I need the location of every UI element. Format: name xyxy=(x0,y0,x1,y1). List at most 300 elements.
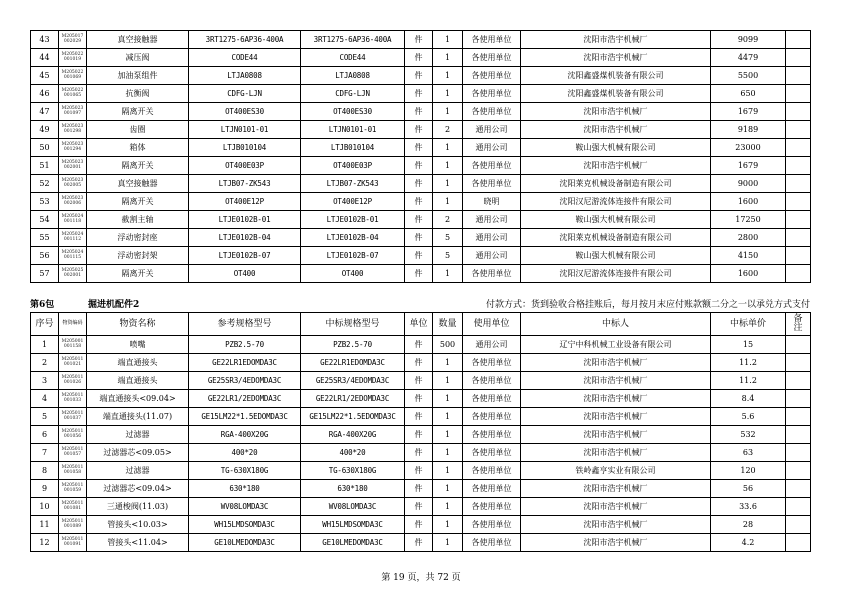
cell-name: 齿圈 xyxy=(87,121,189,139)
cell-ref-model: 3RT1275-6AP36-400A xyxy=(189,31,301,49)
cell-price: 1600 xyxy=(711,193,786,211)
header-bid-model: 中标规格型号 xyxy=(301,313,405,336)
cell-name: 隔离开关 xyxy=(87,103,189,121)
cell-unit: 件 xyxy=(405,462,433,480)
cell-name: 三通梭阀(11.03) xyxy=(87,498,189,516)
cell-ref-model: LTJA0808 xyxy=(189,67,301,85)
item-code-part: 001021 xyxy=(63,361,82,367)
cell-price: 28 xyxy=(711,516,786,534)
header-note-line1: 备 xyxy=(793,314,803,324)
table-row xyxy=(31,534,811,552)
cell-price: 11.2 xyxy=(711,372,786,390)
cell-name: 端直通接头 xyxy=(87,354,189,372)
cell-user: 各使用单位 xyxy=(463,67,521,85)
cell-price: 11.2 xyxy=(711,354,786,372)
cell-code xyxy=(59,354,87,372)
cell-code xyxy=(59,193,87,211)
cell-bid-model: GE15LM22*1.5EDOMDA3C xyxy=(301,408,405,426)
cell-user: 各使用单位 xyxy=(463,265,521,283)
cell-no: 54 xyxy=(31,211,59,229)
cell-note xyxy=(786,211,811,229)
item-code-part: 002001 xyxy=(63,272,82,278)
cell-note xyxy=(786,247,811,265)
cell-no: 9 xyxy=(31,480,59,498)
cell-bid-model: 630*180 xyxy=(301,480,405,498)
cell-bid-model: LTJB010104 xyxy=(301,139,405,157)
header-qty: 数量 xyxy=(433,313,463,336)
cell-winner: 沈阳鑫盛煤机装备有限公司 xyxy=(521,67,711,85)
item-code-part: M205022 xyxy=(61,51,84,57)
cell-ref-model: GE15LM22*1.5EDOMDA3C xyxy=(189,408,301,426)
cell-note xyxy=(786,175,811,193)
cell-code xyxy=(59,67,87,85)
cell-user: 通用公司 xyxy=(463,229,521,247)
cell-unit: 件 xyxy=(405,157,433,175)
cell-winner: 沈阳鑫盛煤机装备有限公司 xyxy=(521,85,711,103)
item-code-part: 002029 xyxy=(63,38,82,44)
table-row xyxy=(31,462,811,480)
cell-unit: 件 xyxy=(405,444,433,462)
cell-name: 端直通接头 xyxy=(87,372,189,390)
cell-code xyxy=(59,157,87,175)
item-code-part: 001033 xyxy=(63,397,82,403)
cell-winner: 鞍山强大机械有限公司 xyxy=(521,139,711,157)
cell-qty: 1 xyxy=(433,265,463,283)
cell-qty: 1 xyxy=(433,462,463,480)
table-row xyxy=(31,157,811,175)
cell-user: 各使用单位 xyxy=(463,103,521,121)
cell-code xyxy=(59,175,87,193)
cell-note xyxy=(786,121,811,139)
cell-qty: 2 xyxy=(433,211,463,229)
cell-note xyxy=(786,462,811,480)
cell-note xyxy=(786,336,811,354)
item-code-part: 001158 xyxy=(63,343,82,349)
cell-user: 各使用单位 xyxy=(463,31,521,49)
table-row xyxy=(31,139,811,157)
cell-note xyxy=(786,157,811,175)
cell-qty: 1 xyxy=(433,67,463,85)
cell-no: 2 xyxy=(31,354,59,372)
cell-code xyxy=(59,534,87,552)
item-code-part: M205023 xyxy=(61,105,84,111)
cell-bid-model: LTJB07-ZK543 xyxy=(301,175,405,193)
cell-bid-model: OT400 xyxy=(301,265,405,283)
cell-name: 端直通接头<09.04> xyxy=(87,390,189,408)
item-code-part: 001058 xyxy=(63,469,82,475)
item-code-part: M205023 xyxy=(61,159,84,165)
cell-no: 55 xyxy=(31,229,59,247)
cell-user: 各使用单位 xyxy=(463,480,521,498)
cell-qty: 1 xyxy=(433,426,463,444)
cell-bid-model: GE25SR3/4EDOMDA3C xyxy=(301,372,405,390)
cell-unit: 件 xyxy=(405,193,433,211)
cell-note xyxy=(786,193,811,211)
item-code-part: 002006 xyxy=(63,200,82,206)
table-row xyxy=(31,85,811,103)
cell-user: 各使用单位 xyxy=(463,534,521,552)
cell-note xyxy=(786,139,811,157)
cell-qty: 1 xyxy=(433,49,463,67)
cell-bid-model: LTJA0808 xyxy=(301,67,405,85)
cell-unit: 件 xyxy=(405,516,433,534)
cell-unit: 件 xyxy=(405,175,433,193)
item-code-part: 001091 xyxy=(63,541,82,547)
item-code-part: 001294 xyxy=(63,146,82,152)
cell-price: 5500 xyxy=(711,67,786,85)
item-code-part: 001298 xyxy=(63,128,82,134)
cell-name: 过滤器芯<09.04> xyxy=(87,480,189,498)
cell-note xyxy=(786,265,811,283)
cell-ref-model: 400*20 xyxy=(189,444,301,462)
cell-unit: 件 xyxy=(405,480,433,498)
cell-price: 23000 xyxy=(711,139,786,157)
cell-ref-model: GE22LR1EDOMDA3C xyxy=(189,354,301,372)
cell-winner: 沈阳市浩宇机械厂 xyxy=(521,372,711,390)
cell-user: 各使用单位 xyxy=(463,354,521,372)
cell-price: 2800 xyxy=(711,229,786,247)
cell-note xyxy=(786,498,811,516)
cell-name: 加油泵组件 xyxy=(87,67,189,85)
cell-name: 管接头<11.04> xyxy=(87,534,189,552)
cell-no: 12 xyxy=(31,534,59,552)
cell-code xyxy=(59,229,87,247)
item-code-part: 001069 xyxy=(63,74,82,80)
cell-user: 通用公司 xyxy=(463,247,521,265)
item-code-part: 001115 xyxy=(63,254,82,260)
table-header-row xyxy=(31,313,811,336)
header-name: 物资名称 xyxy=(87,313,189,336)
cell-name: 端直通接头(11.07) xyxy=(87,408,189,426)
cell-code xyxy=(59,462,87,480)
table-row xyxy=(31,247,811,265)
cell-qty: 1 xyxy=(433,480,463,498)
cell-user: 通用公司 xyxy=(463,121,521,139)
cell-bid-model: GE22LR1EDOMDA3C xyxy=(301,354,405,372)
cell-user: 各使用单位 xyxy=(463,516,521,534)
cell-unit: 件 xyxy=(405,390,433,408)
item-code-part: M205024 xyxy=(61,213,84,219)
cell-note xyxy=(786,103,811,121)
cell-user: 通用公司 xyxy=(463,139,521,157)
cell-no: 5 xyxy=(31,408,59,426)
cell-user: 晓明 xyxy=(463,193,521,211)
header-code: 物资编码 xyxy=(59,313,87,336)
cell-name: 隔离开关 xyxy=(87,265,189,283)
cell-code xyxy=(59,247,87,265)
item-code-part: M205023 xyxy=(61,123,84,129)
cell-name: 过滤器 xyxy=(87,462,189,480)
table-row xyxy=(31,426,811,444)
item-code-part: M205017 xyxy=(61,33,84,39)
cell-qty: 1 xyxy=(433,516,463,534)
cell-note xyxy=(786,31,811,49)
cell-winner: 沈阳市浩宇机械厂 xyxy=(521,354,711,372)
cell-bid-model: 3RT1275-6AP36-400A xyxy=(301,31,405,49)
cell-price: 8.4 xyxy=(711,390,786,408)
cell-price: 1679 xyxy=(711,157,786,175)
cell-ref-model: TG-630X180G xyxy=(189,462,301,480)
item-code-part: 001059 xyxy=(63,487,82,493)
cell-note xyxy=(786,229,811,247)
item-code-part: M205011 xyxy=(61,464,84,470)
cell-price: 33.6 xyxy=(711,498,786,516)
table-row xyxy=(31,103,811,121)
table-row xyxy=(31,265,811,283)
cell-user: 各使用单位 xyxy=(463,49,521,67)
table-row xyxy=(31,390,811,408)
cell-bid-model: 400*20 xyxy=(301,444,405,462)
cell-no: 49 xyxy=(31,121,59,139)
cell-price: 56 xyxy=(711,480,786,498)
cell-user: 各使用单位 xyxy=(463,462,521,480)
cell-ref-model: GE10LMEDOMDA3C xyxy=(189,534,301,552)
header-no: 序号 xyxy=(31,313,59,336)
cell-qty: 1 xyxy=(433,139,463,157)
item-code-part: M205011 xyxy=(61,374,84,380)
cell-ref-model: OT400E03P xyxy=(189,157,301,175)
item-code-part: 002005 xyxy=(63,182,82,188)
cell-winner: 沈阳市浩宇机械厂 xyxy=(521,390,711,408)
cell-qty: 1 xyxy=(433,354,463,372)
cell-winner: 辽宁中科机械工业设备有限公司 xyxy=(521,336,711,354)
cell-price: 1600 xyxy=(711,265,786,283)
cell-winner: 沈阳市浩宇机械厂 xyxy=(521,534,711,552)
items-table-continued xyxy=(30,30,811,283)
cell-ref-model: CODE44 xyxy=(189,49,301,67)
cell-winner: 沈阳莱克机械设备制造有限公司 xyxy=(521,175,711,193)
cell-ref-model: GE22LR1/2EDOMDA3C xyxy=(189,390,301,408)
cell-winner: 鞍山强大机械有限公司 xyxy=(521,211,711,229)
cell-code xyxy=(59,516,87,534)
cell-code xyxy=(59,139,87,157)
cell-code xyxy=(59,444,87,462)
cell-ref-model: RGA-400X20G xyxy=(189,426,301,444)
cell-price: 5.6 xyxy=(711,408,786,426)
table-row xyxy=(31,480,811,498)
cell-ref-model: LTJN0101-01 xyxy=(189,121,301,139)
cell-no: 52 xyxy=(31,175,59,193)
cell-user: 各使用单位 xyxy=(463,498,521,516)
item-code-part: 001118 xyxy=(63,218,82,224)
cell-winner: 沈阳市浩宇机械厂 xyxy=(521,121,711,139)
header-unit: 单位 xyxy=(405,313,433,336)
cell-user: 各使用单位 xyxy=(463,390,521,408)
table-row xyxy=(31,211,811,229)
item-code-part: 001081 xyxy=(63,505,82,511)
cell-code xyxy=(59,336,87,354)
item-code-part: M205023 xyxy=(61,177,84,183)
header-winner: 中标人 xyxy=(521,313,711,336)
cell-unit: 件 xyxy=(405,498,433,516)
cell-user: 各使用单位 xyxy=(463,426,521,444)
cell-qty: 1 xyxy=(433,103,463,121)
cell-code xyxy=(59,211,87,229)
item-code-part: M205024 xyxy=(61,249,84,255)
cell-user: 各使用单位 xyxy=(463,444,521,462)
cell-note xyxy=(786,67,811,85)
item-code-part: 001056 xyxy=(63,433,82,439)
cell-name: 隔离开关 xyxy=(87,157,189,175)
cell-user: 各使用单位 xyxy=(463,408,521,426)
cell-winner: 沈阳市浩宇机械厂 xyxy=(521,498,711,516)
cell-code xyxy=(59,121,87,139)
cell-bid-model: WV08LOMDA3C xyxy=(301,498,405,516)
cell-winner: 沈阳市浩宇机械厂 xyxy=(521,157,711,175)
cell-no: 50 xyxy=(31,139,59,157)
item-code-part: M205011 xyxy=(61,500,84,506)
cell-ref-model: WH15LMDSOMDA3C xyxy=(189,516,301,534)
cell-winner: 铁岭鑫亨实业有限公司 xyxy=(521,462,711,480)
cell-unit: 件 xyxy=(405,336,433,354)
cell-ref-model: OT400ES30 xyxy=(189,103,301,121)
cell-no: 6 xyxy=(31,426,59,444)
table-row xyxy=(31,49,811,67)
cell-code xyxy=(59,49,87,67)
cell-bid-model: WH15LMDSOMDA3C xyxy=(301,516,405,534)
cell-qty: 1 xyxy=(433,534,463,552)
cell-code xyxy=(59,103,87,121)
cell-code xyxy=(59,372,87,390)
cell-unit: 件 xyxy=(405,229,433,247)
cell-price: 63 xyxy=(711,444,786,462)
header-price: 中标单价 xyxy=(711,313,786,336)
cell-unit: 件 xyxy=(405,85,433,103)
table-row xyxy=(31,408,811,426)
cell-price: 532 xyxy=(711,426,786,444)
item-code-part: M205011 xyxy=(61,392,84,398)
cell-price: 9000 xyxy=(711,175,786,193)
cell-bid-model: LTJN0101-01 xyxy=(301,121,405,139)
cell-winner: 沈阳莱克机械设备制造有限公司 xyxy=(521,229,711,247)
item-code-part: M205011 xyxy=(61,356,84,362)
cell-no: 44 xyxy=(31,49,59,67)
cell-bid-model: GE22LR1/2EDOMDA3C xyxy=(301,390,405,408)
cell-qty: 2 xyxy=(433,121,463,139)
cell-qty: 1 xyxy=(433,31,463,49)
cell-price: 650 xyxy=(711,85,786,103)
cell-ref-model: LTJE0102B-01 xyxy=(189,211,301,229)
table-row xyxy=(31,67,811,85)
cell-unit: 件 xyxy=(405,31,433,49)
table-row xyxy=(31,444,811,462)
cell-user: 通用公司 xyxy=(463,211,521,229)
cell-ref-model: CDFG-LJN xyxy=(189,85,301,103)
cell-bid-model: OT400ES30 xyxy=(301,103,405,121)
cell-name: 截割主轴 xyxy=(87,211,189,229)
cell-qty: 1 xyxy=(433,444,463,462)
cell-winner: 沈阳市浩宇机械厂 xyxy=(521,516,711,534)
item-code-part: 002001 xyxy=(63,164,82,170)
cell-bid-model: CODE44 xyxy=(301,49,405,67)
cell-winner: 沈阳市浩宇机械厂 xyxy=(521,480,711,498)
cell-unit: 件 xyxy=(405,408,433,426)
cell-no: 56 xyxy=(31,247,59,265)
cell-name: 过滤器 xyxy=(87,426,189,444)
cell-no: 4 xyxy=(31,390,59,408)
table-row xyxy=(31,121,811,139)
cell-qty: 1 xyxy=(433,175,463,193)
cell-note xyxy=(786,444,811,462)
cell-ref-model: OT400 xyxy=(189,265,301,283)
item-code-part: M205025 xyxy=(61,267,84,273)
cell-unit: 件 xyxy=(405,372,433,390)
cell-qty: 500 xyxy=(433,336,463,354)
cell-no: 57 xyxy=(31,265,59,283)
cell-name: 真空接触器 xyxy=(87,31,189,49)
cell-winner: 沈阳市浩宇机械厂 xyxy=(521,103,711,121)
cell-ref-model: GE25SR3/4EDOMDA3C xyxy=(189,372,301,390)
cell-ref-model: WV08LOMDA3C xyxy=(189,498,301,516)
cell-user: 各使用单位 xyxy=(463,157,521,175)
cell-price: 15 xyxy=(711,336,786,354)
cell-bid-model: LTJE0102B-01 xyxy=(301,211,405,229)
cell-unit: 件 xyxy=(405,247,433,265)
cell-bid-model: PZB2.5-70 xyxy=(301,336,405,354)
package-heading xyxy=(30,297,810,311)
cell-qty: 1 xyxy=(433,390,463,408)
cell-winner: 沈阳市浩宇机械厂 xyxy=(521,426,711,444)
cell-note xyxy=(786,408,811,426)
cell-price: 4479 xyxy=(711,49,786,67)
cell-qty: 5 xyxy=(433,247,463,265)
item-code-part: 001037 xyxy=(63,415,82,421)
cell-ref-model: LTJB010104 xyxy=(189,139,301,157)
item-code-part: M205024 xyxy=(61,231,84,237)
cell-no: 10 xyxy=(31,498,59,516)
cell-name: 浮动密封架 xyxy=(87,247,189,265)
cell-price: 120 xyxy=(711,462,786,480)
item-code-part: M205011 xyxy=(61,518,84,524)
cell-note xyxy=(786,426,811,444)
cell-code xyxy=(59,265,87,283)
header-ref-model: 参考规格型号 xyxy=(189,313,301,336)
package-number: 第6包 xyxy=(30,300,55,310)
cell-name: 箱体 xyxy=(87,139,189,157)
item-code-part: 001026 xyxy=(63,379,82,385)
header-user: 使用单位 xyxy=(463,313,521,336)
cell-no: 45 xyxy=(31,67,59,85)
cell-unit: 件 xyxy=(405,265,433,283)
item-code-part: M205022 xyxy=(61,87,84,93)
table-row xyxy=(31,229,811,247)
cell-code xyxy=(59,498,87,516)
table-row xyxy=(31,336,811,354)
table-row xyxy=(31,193,811,211)
cell-name: 减压阀 xyxy=(87,49,189,67)
table-row xyxy=(31,372,811,390)
item-code-part: M205011 xyxy=(61,410,84,416)
cell-unit: 件 xyxy=(405,426,433,444)
cell-winner: 沈阳市浩宇机械厂 xyxy=(521,444,711,462)
cell-no: 11 xyxy=(31,516,59,534)
cell-price: 4.2 xyxy=(711,534,786,552)
payment-terms: 付款方式：货到验收合格挂账后，每月按月末应付账款额二分之一以承兑方式支付 xyxy=(485,300,810,310)
item-code-part: 001065 xyxy=(63,92,82,98)
cell-unit: 件 xyxy=(405,121,433,139)
cell-winner: 沈阳汉尼游流体连接件有限公司 xyxy=(521,265,711,283)
cell-no: 1 xyxy=(31,336,59,354)
item-code-part: M205023 xyxy=(61,195,84,201)
item-code-part: 001019 xyxy=(63,56,82,62)
cell-unit: 件 xyxy=(405,354,433,372)
cell-price: 1679 xyxy=(711,103,786,121)
cell-winner: 沈阳市浩宇机械厂 xyxy=(521,408,711,426)
cell-code xyxy=(59,426,87,444)
cell-qty: 1 xyxy=(433,193,463,211)
cell-bid-model: OT400E03P xyxy=(301,157,405,175)
cell-bid-model: OT400E12P xyxy=(301,193,405,211)
